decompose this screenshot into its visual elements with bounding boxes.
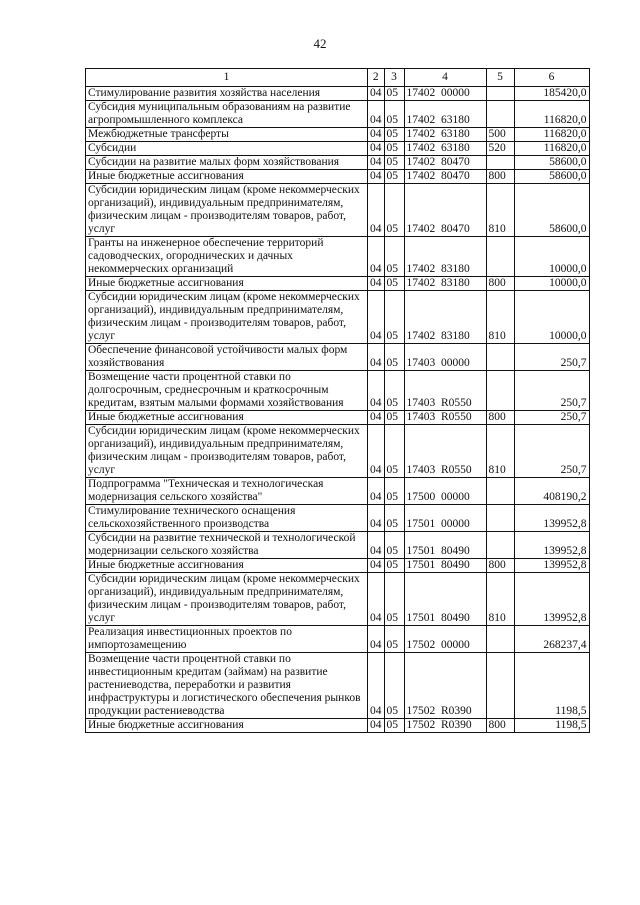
row-target-code: 17403 R0550 xyxy=(404,425,486,478)
table-row xyxy=(86,425,590,478)
row-subsection: 05 xyxy=(384,128,404,142)
row-target-code: 17402 63180 xyxy=(404,142,486,156)
table-row xyxy=(86,142,590,156)
row-expense-type: 800 xyxy=(486,277,514,291)
row-target-code: 17402 00000 xyxy=(404,87,486,101)
row-subsection: 05 xyxy=(384,170,404,184)
row-name: Стимулирование развития хозяйства населения xyxy=(86,87,368,101)
row-expense-type xyxy=(486,156,514,170)
row-subsection: 05 xyxy=(384,559,404,573)
row-expense-type: 810 xyxy=(486,291,514,344)
row-target-code: 17502 00000 xyxy=(404,626,486,653)
row-expense-type: 500 xyxy=(486,128,514,142)
row-expense-type xyxy=(486,532,514,559)
row-target-code: 17501 80490 xyxy=(404,573,486,626)
row-expense-type: 810 xyxy=(486,184,514,237)
row-amount: 116820,0 xyxy=(514,101,589,128)
table-row xyxy=(86,156,590,170)
row-subsection: 05 xyxy=(384,184,404,237)
row-expense-type: 810 xyxy=(486,425,514,478)
row-subsection: 05 xyxy=(384,626,404,653)
row-target-code: 17402 83180 xyxy=(404,291,486,344)
row-target-code: 17402 63180 xyxy=(404,128,486,142)
row-expense-type xyxy=(486,505,514,532)
column-header: 6 xyxy=(514,69,589,87)
row-amount: 139952,8 xyxy=(514,573,589,626)
row-section: 04 xyxy=(368,170,385,184)
row-name: Субсидии юридическим лицам (кроме некоммерческих организаций), индивидуальным предпринимателям, физическим лицам - производителям товаров, работ, услуг xyxy=(86,425,368,478)
row-amount: 1198,5 xyxy=(514,719,589,733)
row-amount: 58600,0 xyxy=(514,156,589,170)
row-name: Обеспечение финансовой устойчивости малых форм хозяйствования xyxy=(86,344,368,371)
row-name: Субсидии юридическим лицам (кроме некоммерческих организаций), индивидуальным предпринимателям, физическим лицам - производителям товаров, работ, услуг xyxy=(86,291,368,344)
row-subsection: 05 xyxy=(384,719,404,733)
row-name: Возмещение части процентной ставки по долгосрочным, среднесрочным и краткосрочным кредитам, взятым малыми формами хозяйствования xyxy=(86,371,368,411)
row-subsection: 05 xyxy=(384,425,404,478)
row-amount: 250,7 xyxy=(514,411,589,425)
row-target-code: 17402 80470 xyxy=(404,156,486,170)
row-name: Стимулирование технического оснащения сельскохозяйственного производства xyxy=(86,505,368,532)
row-name: Субсидии юридическим лицам (кроме некоммерческих организаций), индивидуальным предпринимателям, физическим лицам - производителям товаров, работ, услуг xyxy=(86,184,368,237)
row-target-code: 17402 83180 xyxy=(404,237,486,277)
table-row xyxy=(86,505,590,532)
row-target-code: 17402 63180 xyxy=(404,101,486,128)
row-amount: 58600,0 xyxy=(514,170,589,184)
table-row xyxy=(86,478,590,505)
row-expense-type: 810 xyxy=(486,573,514,626)
row-amount: 139952,8 xyxy=(514,505,589,532)
row-expense-type xyxy=(486,653,514,719)
row-name: Иные бюджетные ассигнования xyxy=(86,559,368,573)
row-section: 04 xyxy=(368,344,385,371)
row-amount: 408190,2 xyxy=(514,478,589,505)
column-header: 3 xyxy=(384,69,404,87)
row-section: 04 xyxy=(368,626,385,653)
table-row xyxy=(86,170,590,184)
table-row xyxy=(86,277,590,291)
row-target-code: 17402 83180 xyxy=(404,277,486,291)
column-header: 4 xyxy=(404,69,486,87)
row-expense-type xyxy=(486,101,514,128)
row-name: Реализация инвестиционных проектов по импортозамещению xyxy=(86,626,368,653)
row-section: 04 xyxy=(368,653,385,719)
row-target-code: 17403 R0550 xyxy=(404,371,486,411)
row-expense-type: 800 xyxy=(486,719,514,733)
row-target-code: 17403 00000 xyxy=(404,344,486,371)
row-section: 04 xyxy=(368,156,385,170)
row-target-code: 17502 R0390 xyxy=(404,719,486,733)
row-expense-type xyxy=(486,87,514,101)
row-target-code: 17403 R0550 xyxy=(404,411,486,425)
row-subsection: 05 xyxy=(384,573,404,626)
row-section: 04 xyxy=(368,371,385,411)
row-section: 04 xyxy=(368,425,385,478)
row-section: 04 xyxy=(368,184,385,237)
row-section: 04 xyxy=(368,101,385,128)
table-row xyxy=(86,371,590,411)
row-section: 04 xyxy=(368,478,385,505)
row-target-code: 17402 80470 xyxy=(404,184,486,237)
row-name: Субсидии xyxy=(86,142,368,156)
row-amount: 139952,8 xyxy=(514,559,589,573)
row-amount: 185420,0 xyxy=(514,87,589,101)
row-amount: 116820,0 xyxy=(514,142,589,156)
row-expense-type xyxy=(486,626,514,653)
row-expense-type xyxy=(486,371,514,411)
row-amount: 116820,0 xyxy=(514,128,589,142)
column-header: 1 xyxy=(86,69,368,87)
row-name: Субсидия муниципальным образованиям на развитие агропромышленного комплекса xyxy=(86,101,368,128)
row-section: 04 xyxy=(368,291,385,344)
table-header-row xyxy=(86,69,590,87)
row-expense-type: 800 xyxy=(486,411,514,425)
table-row xyxy=(86,344,590,371)
row-expense-type: 800 xyxy=(486,559,514,573)
row-name: Подпрограмма "Техническая и технологическая модернизация сельского хозяйства" xyxy=(86,478,368,505)
row-subsection: 05 xyxy=(384,532,404,559)
table-row xyxy=(86,653,590,719)
row-amount: 10000,0 xyxy=(514,291,589,344)
row-amount: 139952,8 xyxy=(514,532,589,559)
row-target-code: 17501 80490 xyxy=(404,532,486,559)
row-section: 04 xyxy=(368,142,385,156)
row-name: Субсидии на развитие технической и технологической модернизации сельского хозяйства xyxy=(86,532,368,559)
table-row xyxy=(86,128,590,142)
row-name: Гранты на инженерное обеспечение территорий садоводческих, огороднических и дачных некоммерческих организаций xyxy=(86,237,368,277)
table-row xyxy=(86,101,590,128)
row-section: 04 xyxy=(368,128,385,142)
table-row xyxy=(86,411,590,425)
row-name: Иные бюджетные ассигнования xyxy=(86,411,368,425)
row-subsection: 05 xyxy=(384,101,404,128)
row-section: 04 xyxy=(368,573,385,626)
row-target-code: 17500 00000 xyxy=(404,478,486,505)
row-subsection: 05 xyxy=(384,291,404,344)
row-subsection: 05 xyxy=(384,478,404,505)
row-target-code: 17501 80490 xyxy=(404,559,486,573)
row-section: 04 xyxy=(368,237,385,277)
row-section: 04 xyxy=(368,277,385,291)
table-row xyxy=(86,719,590,733)
row-expense-type xyxy=(486,478,514,505)
row-expense-type: 800 xyxy=(486,170,514,184)
table-row xyxy=(86,626,590,653)
row-expense-type xyxy=(486,237,514,277)
row-expense-type xyxy=(486,344,514,371)
row-name: Возмещение части процентной ставки по инвестиционным кредитам (займам) на развитие растениеводства, переработки и развития инфраструктуры и логистического обеспечения рынков продукции растениеводства xyxy=(86,653,368,719)
row-section: 04 xyxy=(368,505,385,532)
budget-table xyxy=(85,68,590,733)
row-name: Субсидии на развитие малых форм хозяйствования xyxy=(86,156,368,170)
row-name: Субсидии юридическим лицам (кроме некоммерческих организаций), индивидуальным предпринимателям, физическим лицам - производителям товаров, работ, услуг xyxy=(86,573,368,626)
table-row xyxy=(86,532,590,559)
table-row xyxy=(86,237,590,277)
row-section: 04 xyxy=(368,719,385,733)
row-name: Иные бюджетные ассигнования xyxy=(86,170,368,184)
table-row xyxy=(86,87,590,101)
row-expense-type: 520 xyxy=(486,142,514,156)
row-section: 04 xyxy=(368,559,385,573)
table-row xyxy=(86,559,590,573)
column-header: 2 xyxy=(368,69,385,87)
row-amount: 250,7 xyxy=(514,425,589,478)
row-name: Иные бюджетные ассигнования xyxy=(86,719,368,733)
row-amount: 58600,0 xyxy=(514,184,589,237)
row-amount: 10000,0 xyxy=(514,277,589,291)
row-subsection: 05 xyxy=(384,156,404,170)
row-target-code: 17501 00000 xyxy=(404,505,486,532)
row-amount: 1198,5 xyxy=(514,653,589,719)
row-subsection: 05 xyxy=(384,142,404,156)
row-amount: 268237,4 xyxy=(514,626,589,653)
row-name: Иные бюджетные ассигнования xyxy=(86,277,368,291)
row-name: Межбюджетные трансферты xyxy=(86,128,368,142)
table-row xyxy=(86,291,590,344)
row-amount: 250,7 xyxy=(514,371,589,411)
row-amount: 250,7 xyxy=(514,344,589,371)
row-target-code: 17502 R0390 xyxy=(404,653,486,719)
row-section: 04 xyxy=(368,532,385,559)
row-target-code: 17402 80470 xyxy=(404,170,486,184)
row-section: 04 xyxy=(368,411,385,425)
row-amount: 10000,0 xyxy=(514,237,589,277)
row-subsection: 05 xyxy=(384,277,404,291)
row-section: 04 xyxy=(368,87,385,101)
page-number: 42 xyxy=(313,36,327,51)
row-subsection: 05 xyxy=(384,237,404,277)
row-subsection: 05 xyxy=(384,87,404,101)
row-subsection: 05 xyxy=(384,505,404,532)
row-subsection: 05 xyxy=(384,653,404,719)
table-row xyxy=(86,184,590,237)
column-header: 5 xyxy=(486,69,514,87)
table-row xyxy=(86,573,590,626)
row-subsection: 05 xyxy=(384,411,404,425)
row-subsection: 05 xyxy=(384,371,404,411)
row-subsection: 05 xyxy=(384,344,404,371)
